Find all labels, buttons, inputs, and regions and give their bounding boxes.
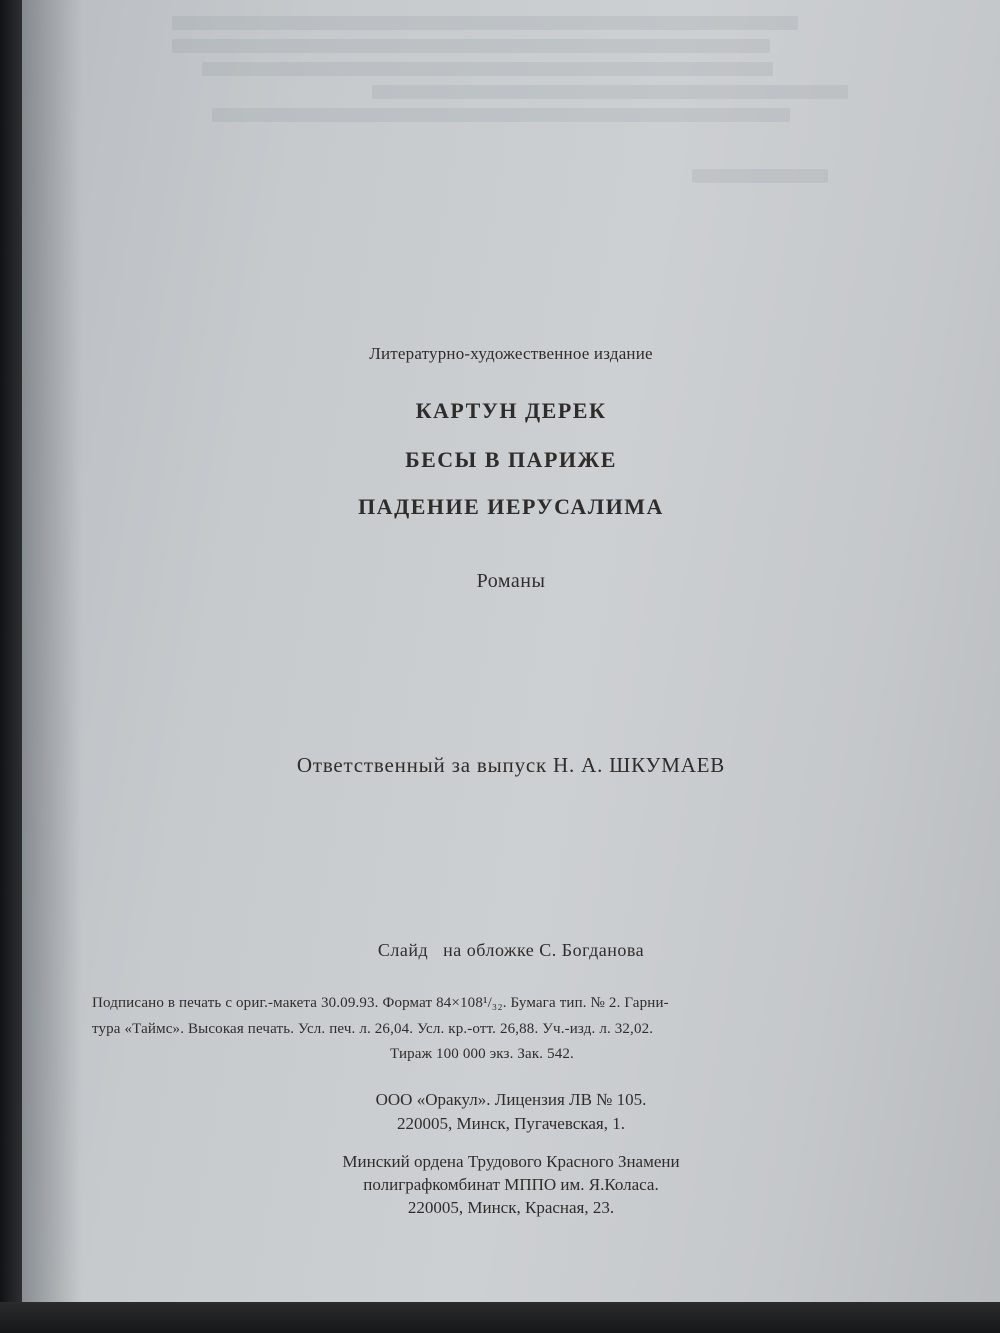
publisher-address: 220005, Минск, Пугачевская, 1. xyxy=(397,1114,625,1133)
imprint-line-3: Тираж 100 000 экз. Зак. 542. xyxy=(390,1046,574,1062)
imprint-line-1: Подписано в печать с ориг.-макета 30.09.93. Формат 84×108¹/₃₂. Бумага тип. № 2. Гарни- xyxy=(92,995,669,1011)
title-first-novel: БЕСЫ В ПАРИЖЕ xyxy=(405,447,617,472)
genre-label: Романы xyxy=(476,570,546,592)
book-page xyxy=(22,0,1000,1333)
title-second-novel: ПАДЕНИЕ ИЕРУСАЛИМА xyxy=(358,494,664,519)
imprint-line-2: тура «Таймс». Высокая печать. Усл. печ. л. 26,04. Усл. кр.-отт. 26,88. Уч.-изд. л. 32,02. xyxy=(92,1021,654,1037)
publisher-name: ООО «Оракул». Лицензия ЛВ № 105. xyxy=(375,1090,647,1109)
edition-type: Литературно-художественное издание xyxy=(369,344,653,363)
responsible-editor: Ответственный за выпуск Н. А. ШКУМАЕВ xyxy=(296,753,726,777)
show-through-text xyxy=(172,8,852,192)
page-bottom-edge xyxy=(0,1302,1000,1333)
cover-credit: Слайд на обложке С. Богданова xyxy=(377,940,645,960)
book-spine-edge xyxy=(0,0,22,1333)
printer-line-3: 220005, Минск, Красная, 23. xyxy=(407,1198,615,1217)
author-name: КАРТУН ДЕРЕК xyxy=(415,398,607,423)
printer-line-2: полиграфкомбинат МППО им. Я.Коласа. xyxy=(363,1175,659,1194)
printer-line-1: Минский ордена Трудового Красного Знамени xyxy=(342,1152,680,1171)
